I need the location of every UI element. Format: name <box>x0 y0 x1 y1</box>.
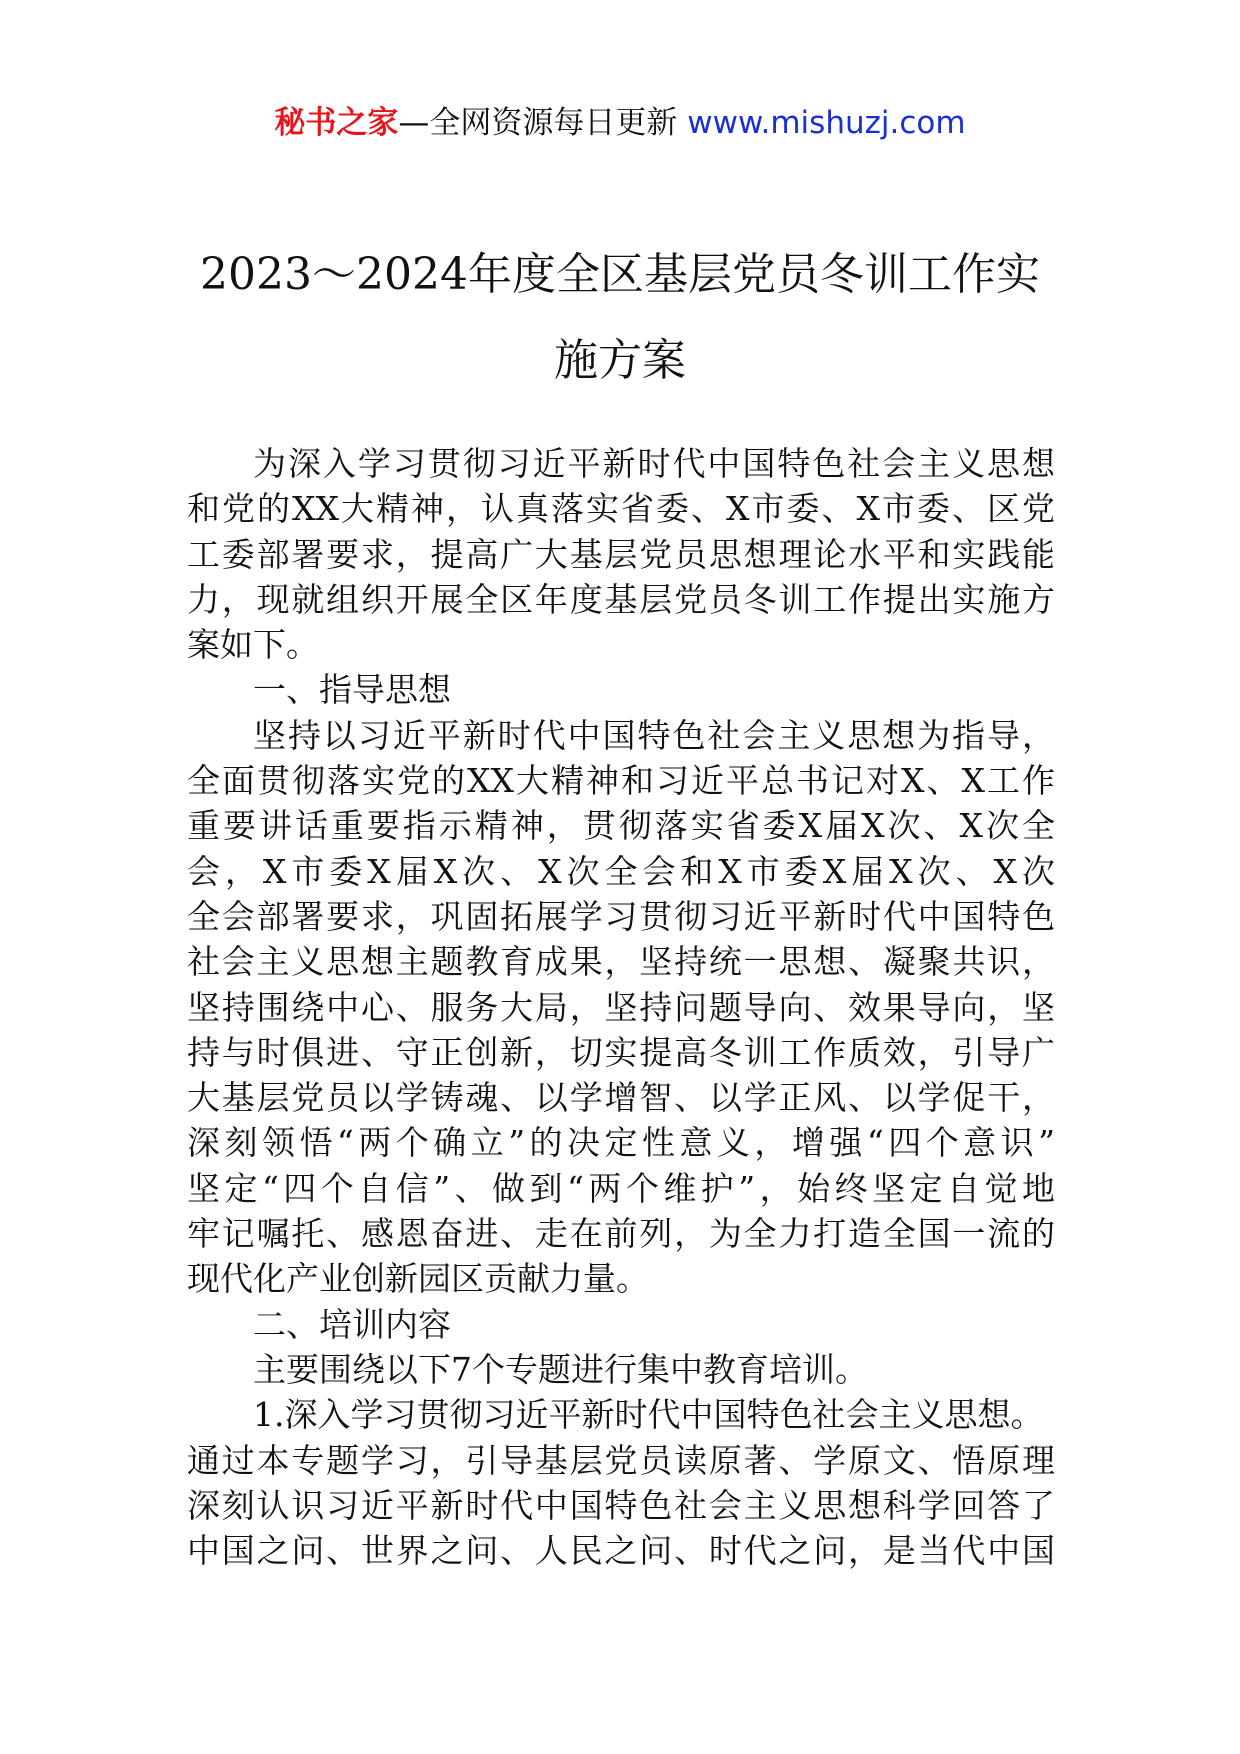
paragraph-line: 现代化产业创新园区贡献力量。 <box>187 1259 649 1299</box>
paragraph-line: 案如下。 <box>187 625 319 665</box>
paragraph-line: 持与时俱进、守正创新，切实提高冬训工作质效，引导广 <box>187 1032 1055 1072</box>
paragraph-line: 中国之问、世界之问、人民之问、时代之问，是当代中国 <box>187 1531 1055 1571</box>
paragraph-line: 坚持围绕中心、服务大局，坚持问题导向、效果导向，坚 <box>187 987 1055 1027</box>
title-line: 2023～2024年度全区基层党员冬训工作实 <box>200 249 1040 300</box>
section-heading: 二、培训内容 <box>253 1304 451 1344</box>
paragraph-line: 坚持以习近平新时代中国特色社会主义思想为指导， <box>253 715 1055 755</box>
paragraph-line: 重要讲话重要指示精神，贯彻落实省委X届X次、X次全 <box>187 806 1055 846</box>
document-body <box>187 441 1055 1573</box>
site-brand-name: 秘书之家 <box>274 105 399 141</box>
paragraph-line: 会，X市委X届X次、X次全会和X市委X届X次、X次 <box>187 851 1055 891</box>
paragraph-line: 坚定“四个自信”、做到“两个维护”，始终坚定自觉地 <box>187 1168 1055 1208</box>
title-line: 施方案 <box>554 335 686 386</box>
paragraph-line: 牢记嘱托、感恩奋进、走在前列，为全力打造全国一流的 <box>187 1214 1055 1254</box>
site-tagline: —全网资源每日更新 <box>398 105 678 141</box>
paragraph-line: 社会主义思想主题教育成果，坚持统一思想、凝聚共识， <box>187 942 1055 982</box>
paragraph-line: 工委部署要求，提高广大基层党员思想理论水平和实践能 <box>187 534 1055 574</box>
site-header-banner <box>0 100 1240 146</box>
subsection-heading: 1.深入学习贯彻习近平新时代中国特色社会主义思想。 <box>253 1395 1044 1435</box>
section-heading: 一、指导思想 <box>253 670 451 710</box>
paragraph-line: 大基层党员以学铸魂、以学增智、以学正风、以学促干， <box>187 1078 1055 1118</box>
paragraph-line: 力，现就组织开展全区年度基层党员冬训工作提出实施方 <box>187 579 1055 619</box>
paragraph-line: 全面贯彻落实党的XX大精神和习近平总书记对X、X工作 <box>187 761 1055 801</box>
paragraph-line: 主要围绕以下7个专题进行集中教育培训。 <box>253 1349 868 1389</box>
paragraph-line: 深刻领悟“两个确立”的决定性意义，增强“四个意识” <box>187 1123 1055 1163</box>
paragraph-line: 全会部署要求，巩固拓展学习贯彻习近平新时代中国特色 <box>187 896 1055 936</box>
paragraph-line: 深刻认识习近平新时代中国特色社会主义思想科学回答了 <box>187 1485 1055 1525</box>
site-url-link[interactable]: www.mishuzj.com <box>687 105 966 141</box>
paragraph-line: 和党的XX大精神，认真落实省委、X市委、X市委、区党 <box>187 489 1055 529</box>
paragraph-line: 通过本专题学习，引导基层党员读原著、学原文、悟原理 <box>187 1440 1055 1480</box>
paragraph-line: 为深入学习贯彻习近平新时代中国特色社会主义思想 <box>253 444 1055 483</box>
document-title <box>150 232 1090 404</box>
